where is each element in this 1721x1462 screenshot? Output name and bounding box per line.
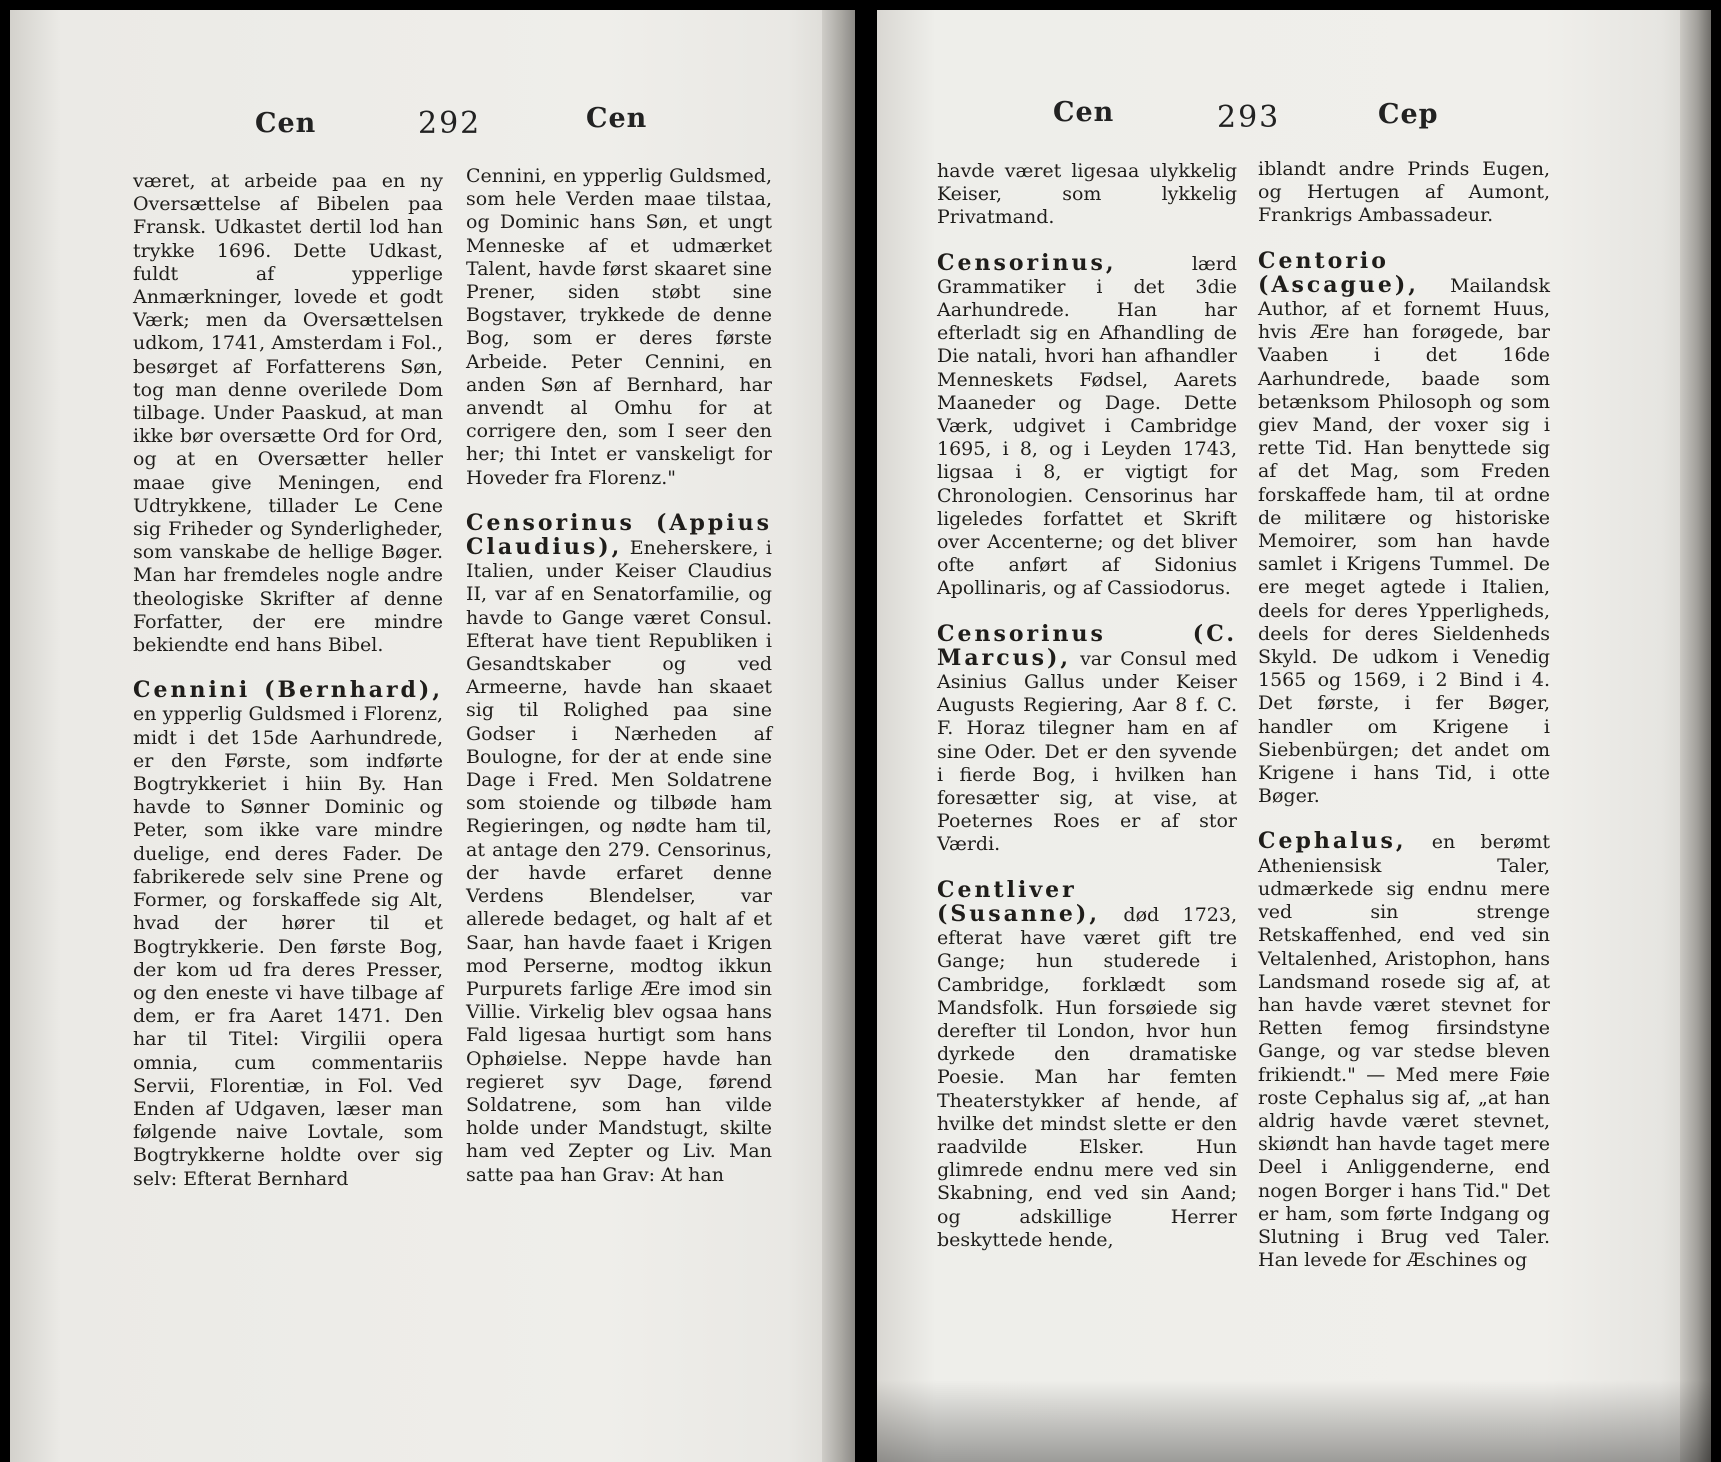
page-number: 292	[418, 106, 482, 141]
dictionary-entry	[1258, 158, 1550, 228]
entry-text: Mailandsk Author, af et fornemt Huus, hvis Ære han forøgede, bar Vaaben i det 16de Aarhundrede, baade som betænksom Philosoph og som giev Mand, der voxer sig i rette Tid. Han benyttede sig af det Mag, som Freden forskaffede ham, til at ordne de militære og historiske Memoirer, som han havde samlet i Krigens Tummel. De ere meget agtede i Italien, deels for deres Ypperligheds, deels for deres Sieldenheds Skyld. De udkom i Venedig 1565 og 1569, i 2 Bind i 4. Det første, i fer Bøger, handler om Krigene i Siebenbürgen; det andet om Krigene i hans Tid, i otte Bøger.	[1258, 274, 1550, 808]
left-header-right-word: Cen	[586, 103, 648, 134]
left-column-1	[133, 170, 443, 1191]
dictionary-entry	[937, 249, 1237, 601]
right-header-right-word: Cep	[1378, 99, 1439, 130]
right-page-number-wrap	[1217, 100, 1280, 135]
right-column-1	[937, 160, 1237, 1252]
entry-text: været, at arbeide paa en ny Oversættelse af Bibelen paa Fransk. Udkastet dertil lod han trykke 1696. Dette Udkast, fuldt af ypperlige Anmærkninger, lovede et godt Værk; men da Oversættelsen udkom, 1741, Amsterdam i Fol., besørget af Forfatterens Søn, tog man denne overilede Dom tilbage. Under Paaskud, at man ikke bør oversætte Ord for Ord, og at en Oversætter heller maae give Meningen, end Udtrykkene, tillader Le Cene sig Friheder og Synderligheder, som vanskabe de hellige Bøger. Man har fremdeles nogle andre theologiske Skrifter af denne Forfatter, der ere mindre bekiendte end hans Bibel.	[133, 170, 443, 657]
entry-text: død 1723, efterat have været gift tre Gange; hun studerede i Cambridge, forklædt som Mandsfolk. Hun forsøiede sig derefter til London, hvor hun dyrkede den dramatiske Poesie. Man har femten Theaterstykker af hende, af hvilke det mindst slette er den raadvilde Elsker. Hun glimrede endnu mere ved sin Skabning, end ved sin Aand; og adskillige Herrer beskyttede hende,	[937, 903, 1237, 1251]
entry-text: Eneherskere, i Italien, under Keiser Claudius II, var af en Senatorfamilie, og havde to Gange været Consul. Efterat have tient Republiken i Gesandtskaber og ved Armeerne, havde han skaaet sig til Rolighed paa sine Godser i Nærheden af Boulogne, for der at ende sine Dage i Fred. Men Soldatrene som stoiende og tilbøde ham Regieringen, og nødte ham til, at antage den 279. Censorinus, der havde erfaret denne Verdens Blendelser, var allerede bedaget, og halt af et Saar, han havde faaet i Krigen mod Perserne, modtog ikkun Purpurets farlige Ære imod sin Villie. Virkelig blev ogsaa hans Fald ligesaa hurtigt som hans Ophøielse. Neppe havde han regieret syv Dage, førend Soldatrene, som han vilde holde under Mandstugt, skilte ham ved Zepter og Liv. Man satte paa han Grav: At han	[466, 537, 773, 1186]
left-page-edge	[822, 10, 855, 1462]
dictionary-entry	[937, 620, 1237, 857]
entry-headword: Censorinus,	[937, 249, 1117, 276]
entry-text: lærd Grammatiker i det 3die Aarhundrede. Han har efterladt sig en Afhandling de Die natali, hvori han afhandler Menneskets Fødsel, Aarets Maaneder og Dage. Dette Værk, udgivet i Cambridge 1695, i 8, og i Leyden 1743, ligsaa i 8, er vigtigt for Chronologien. Censorinus har ligeledes forfattet et Skrift over Accenterne; og det bliver ofte anført af Sidonius Apollinaris, og af Cassiodorus.	[937, 252, 1237, 600]
dictionary-entry	[1258, 247, 1550, 809]
page-shadow	[877, 1380, 1711, 1462]
entry-headword: Cennini (Bernhard),	[133, 677, 443, 704]
dictionary-entry	[466, 165, 772, 490]
left-page-number	[418, 106, 481, 141]
entry-headword: Cephalus,	[1258, 828, 1407, 855]
dictionary-entry	[937, 876, 1237, 1252]
dictionary-entry	[937, 160, 1237, 230]
entry-text: en berømt Atheniensisk Taler, udmærkede sig endnu mere ved sin strenge Retskaffenhed, end ved sin Veltalenhed, Aristophon, hans Landsmand rosede sig af, at han havde været stevnet for Retten femog firsindstyne Gange, og var stedse bleven frikiendt." — Med mere Føie roste Cephalus sig af, „at han aldrig havde været stevnet, skiøndt han havde taget mere Deel i Anliggenderne, end nogen Borger i hans Tid." Det er ham, som førte Indgang og Slutning i Brug ved Taler. Han levede for Æschines og	[1258, 831, 1550, 1272]
entry-headword: Centliver (Susanne),	[937, 876, 1100, 927]
entry-headword: Censorinus (Appius Claudius),	[466, 509, 772, 561]
entry-text: iblandt andre Prinds Eugen, og Hertugen af Aumont, Frankrigs Ambassadeur.	[1258, 158, 1550, 227]
dictionary-entry	[133, 679, 443, 1190]
dictionary-entry	[133, 170, 443, 657]
left-header-left-word: Cen	[255, 108, 317, 139]
entry-text: Cennini, en ypperlig Guldsmed, som hele Verden maae tilstaa, og Dominic hans Søn, et ungt Menneske af et udmærket Talent, havde først skaaret sine Prener, siden støbt sine Bogstaver, trykkede de denne Bog, som er deres første Arbeide. Peter Cennini, en anden Søn af Bernhard, har anvendt al Omhu for at corrigere den, som I seer den her; thi Intet er vanskeligt for Hoveder fra Florenz."	[466, 165, 772, 489]
entry-headword: Censorinus (C. Marcus),	[937, 620, 1237, 671]
entry-headword: Centorio (Ascague),	[1258, 247, 1419, 298]
dictionary-entry	[1258, 830, 1550, 1272]
dictionary-entry	[466, 509, 773, 1187]
book-gutter	[855, 0, 877, 1462]
entry-text: havde været ligesaa ulykkelig Keiser, som lykkelig Privatmand.	[937, 160, 1237, 229]
right-page-edge	[1680, 10, 1711, 1462]
right-header-left-word: Cen	[1053, 97, 1115, 128]
right-column-2	[1258, 158, 1550, 1272]
entry-text: var Consul med Asinius Gallus under Keiser Augusts Regiering, Aar 8 f. C. F. Horaz tilegner ham en af sine Oder. Det er den syvende i fierde Bog, i hvilken han foresætter sig, at vise, at Poeternes Roes er af stor Værdi.	[937, 647, 1237, 856]
entry-text: en ypperlig Guldsmed i Florenz, midt i det 15de Aarhundrede, er den Første, som indførte Bogtrykkeriet i hiin By. Han havde to Sønner Dominic og Peter, som ikke vare mindre duelige, end deres Fader. De fabrikerede selv sine Prene og Former, og forskaffede sig Alt, hvad der hører til et Bogtrykkerie. Den første Bog, der kom ud fra deres Presser, og den eneste vi have tilbage af dem, er fra Aaret 1471. Den har til Titel: Virgilii opera omnia, cum commentariis Servii, Florentiæ, in Fol. Ved Enden af Udgaven, læser man følgende naive Lovtale, som Bogtrykkerne holdte over sig selv: Efterat Bernhard	[133, 703, 443, 1190]
left-column-2	[466, 165, 772, 1187]
page-number: 293	[1217, 100, 1281, 135]
